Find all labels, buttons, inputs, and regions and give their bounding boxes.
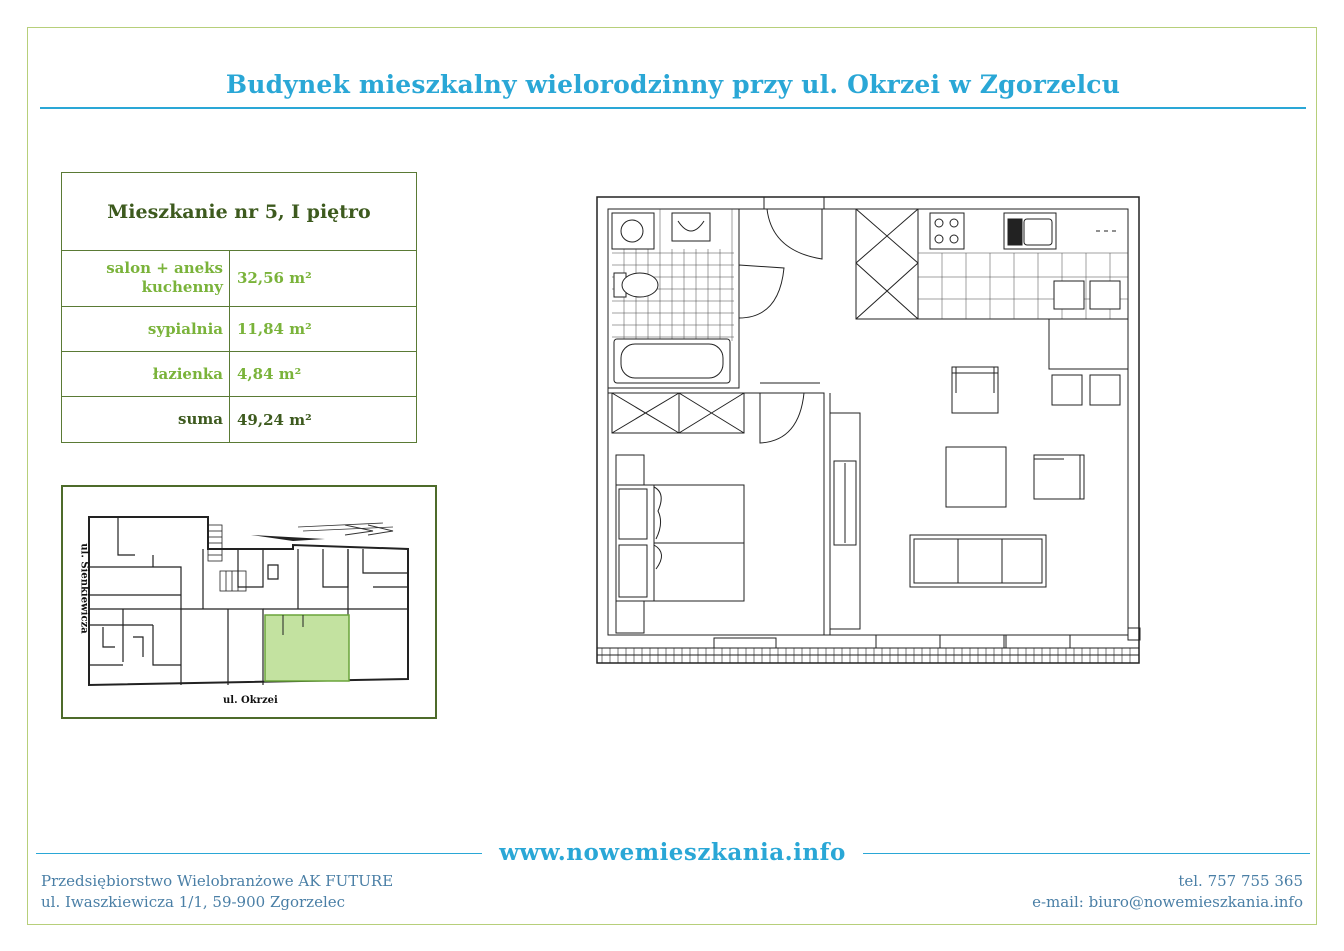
room-area: 4,84 m² bbox=[237, 365, 302, 383]
street-label-bottom: ul. Okrzei bbox=[223, 695, 278, 706]
room-label: suma bbox=[62, 397, 230, 442]
room-area: 32,56 m² bbox=[237, 269, 312, 287]
footer-divider-left bbox=[36, 853, 482, 854]
room-area: 49,24 m² bbox=[237, 410, 312, 429]
website-link[interactable]: www.nowemieszkania.info bbox=[499, 839, 846, 866]
phone-number: tel. 757 755 365 bbox=[1178, 872, 1303, 890]
room-label-line2: kuchenny bbox=[141, 278, 223, 296]
company-info bbox=[41, 871, 393, 913]
contact-info bbox=[1032, 871, 1303, 913]
page-title: Budynek mieszkalny wielorodzinny przy ul. Okrzei w Zgorzelcu bbox=[225, 70, 1121, 99]
area-table bbox=[61, 172, 417, 443]
table-row bbox=[62, 250, 416, 307]
table-row bbox=[62, 352, 416, 397]
room-label: sypialnia bbox=[62, 307, 230, 351]
apartment-highlight bbox=[265, 615, 349, 681]
title-divider bbox=[40, 107, 1306, 109]
email-address[interactable]: e-mail: biuro@nowemieszkania.info bbox=[1032, 893, 1303, 911]
north-arrow-icon bbox=[251, 523, 393, 541]
street-label-left: ul. Sienkiewicza bbox=[78, 543, 90, 634]
building-outline-drawing bbox=[63, 487, 435, 717]
company-address: ul. Iwaszkiewicza 1/1, 59-900 Zgorzelec bbox=[41, 893, 346, 911]
room-label bbox=[62, 250, 230, 306]
room-label: łazienka bbox=[62, 352, 230, 396]
footer-divider-right bbox=[863, 853, 1310, 854]
company-name: Przedsiębiorstwo Wielobranżowe AK FUTURE bbox=[41, 872, 394, 890]
room-area: 11,84 m² bbox=[237, 320, 312, 338]
table-row-total bbox=[62, 397, 416, 442]
room-label-line1: salon + aneks bbox=[106, 259, 223, 277]
table-row bbox=[62, 307, 416, 352]
location-map bbox=[61, 485, 437, 719]
apartment-name: Mieszkanie nr 5, I piętro bbox=[62, 173, 416, 251]
floor-plan-drawing bbox=[594, 193, 1146, 671]
